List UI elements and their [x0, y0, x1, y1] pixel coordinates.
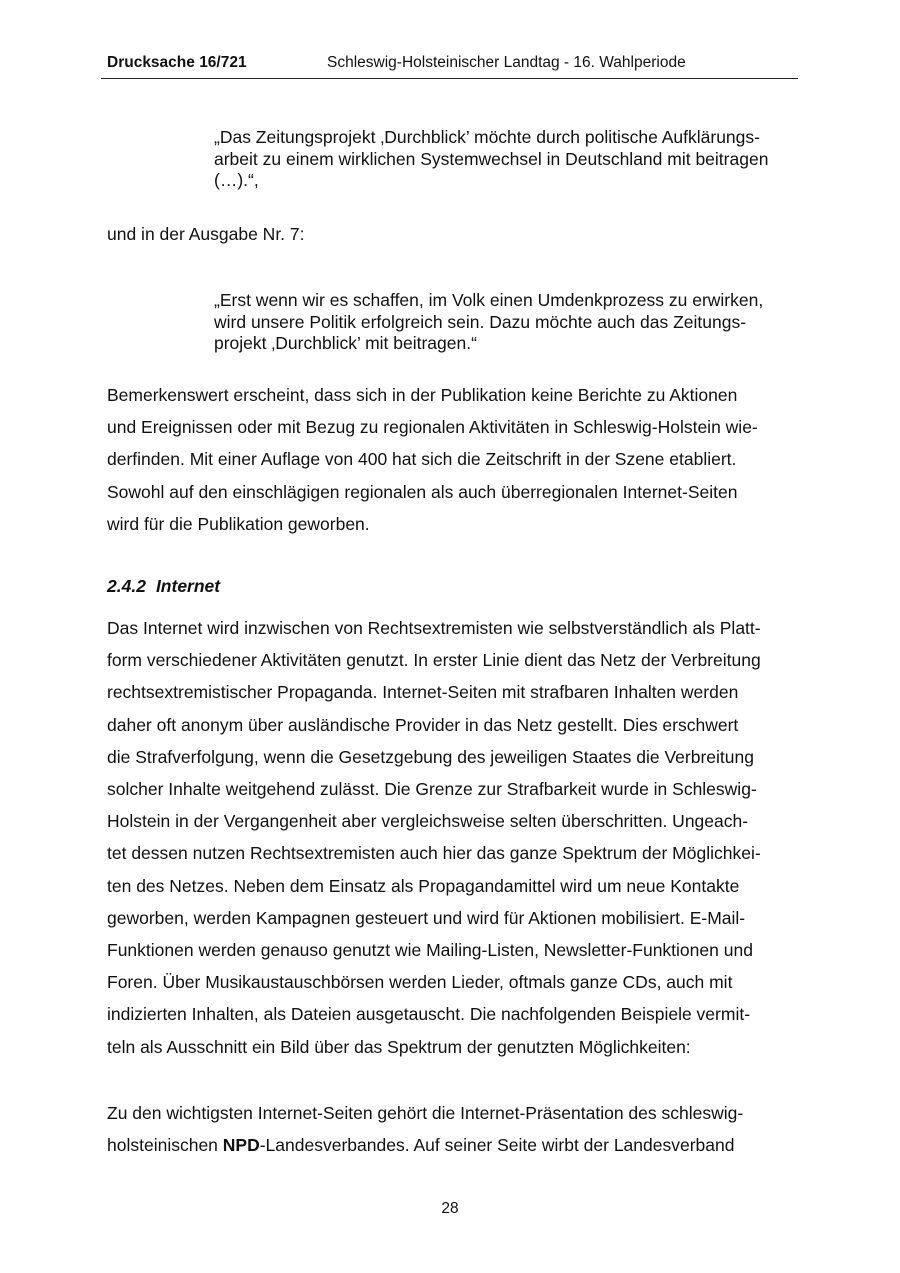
text-line: Funktionen werden genauso genutzt wie Mailing-Listen, Newsletter-Funktionen und: [107, 940, 753, 961]
text-line: indizierten Inhalten, als Dateien ausgetauscht. Die nachfolgenden Beispiele vermit-: [107, 1004, 751, 1025]
text-line: Sowohl auf den einschlägigen regionalen als auch überregionalen Internet-Seiten: [107, 481, 738, 502]
text-line: Holstein in der Vergangenheit aber vergleichsweise selten überschritten. Ungeach-: [107, 811, 749, 832]
text-segment: holsteinischen: [107, 1135, 223, 1156]
page-number: 28: [441, 1200, 459, 1217]
text-line: Foren. Über Musikaustauschbörsen werden Lieder, oftmals ganze CDs, auch mit: [107, 972, 733, 993]
text-segment: -Landesverbandes. Auf seiner Seite wirbt der Landesverband: [259, 1135, 735, 1156]
paragraph-1: [107, 379, 797, 540]
paragraph-2: [107, 612, 797, 1063]
text-line: teln als Ausschnitt ein Bild über das Spektrum der genutzten Möglichkeiten:: [107, 1036, 691, 1057]
block-quote-2: [214, 290, 804, 355]
party-name: NPD: [222, 1135, 260, 1156]
text-line: Bemerkenswert erscheint, dass sich in der Publikation keine Berichte zu Aktionen: [107, 385, 738, 405]
text-line: [107, 1129, 797, 1161]
text-line: rechtsextremistischer Propaganda. Internet-Seiten mit strafbaren Inhalten werden: [107, 682, 739, 703]
text-line: Das Internet wird inzwischen von Rechtsextremisten wie selbstverständlich als Platt-: [107, 618, 761, 638]
paragraph-3: [107, 1097, 797, 1161]
text-line: tet dessen nutzen Rechtsextremisten auch hier das ganze Spektrum der Möglichkei-: [107, 843, 761, 864]
document-number: Drucksache 16/721: [107, 54, 247, 71]
quote-line: arbeit zu einem wirklichen Systemwechsel in Deutschland mit beitragen: [214, 148, 769, 169]
text-line: Zu den wichtigsten Internet-Seiten gehört die Internet-Präsentation des schleswig-: [107, 1103, 744, 1123]
header-title: Schleswig-Holsteinischer Landtag - 16. Wahlperiode: [327, 54, 686, 71]
text-line: derfinden. Mit einer Auflage von 400 hat sich die Zeitschrift in der Szene etabliert.: [107, 449, 737, 470]
page-header: [101, 52, 798, 79]
text-line: form verschiedener Aktivitäten genutzt. In erster Linie dient das Netz der Verbreitung: [107, 650, 761, 671]
text-line: daher oft anonym über ausländische Provider in das Netz gestellt. Dies erschwert: [107, 714, 739, 735]
section-number: 2.4.2: [107, 576, 146, 596]
text-line: ten des Netzes. Neben dem Einsatz als Propagandamittel wird um neue Kontakte: [107, 875, 740, 896]
quote-line: projekt ‚Durchblick’ mit beitragen.“: [214, 333, 477, 353]
block-quote-1: [214, 127, 804, 192]
text-line: wird für die Publikation geworben.: [107, 513, 370, 534]
text-line: und Ereignissen oder mit Bezug zu regionalen Aktivitäten in Schleswig-Holstein wie-: [107, 417, 758, 438]
text-line: die Strafverfolgung, wenn die Gesetzgebung des jeweiligen Staates die Verbreitung: [107, 746, 754, 767]
quote-line: wird unsere Politik erfolgreich sein. Dazu möchte auch das Zeitungs-: [214, 311, 747, 332]
section-title: Internet: [155, 576, 221, 596]
intro-text: und in der Ausgabe Nr. 7:: [107, 224, 305, 244]
text-line: solcher Inhalte weitgehend zulässt. Die Grenze zur Strafbarkeit wurde in Schleswig-: [107, 779, 757, 800]
quote-line: (…).“,: [214, 170, 259, 190]
section-heading: [107, 576, 220, 597]
quote-line: „Das Zeitungsprojekt ‚Durchblick’ möchte durch politische Aufklärungs-: [214, 127, 760, 147]
quote-line: „Erst wenn wir es schaffen, im Volk einen Umdenkprozess zu erwirken,: [214, 290, 764, 310]
text-line: geworben, werden Kampagnen gesteuert und wird für Aktionen mobilisiert. E-Mail-: [107, 907, 746, 928]
